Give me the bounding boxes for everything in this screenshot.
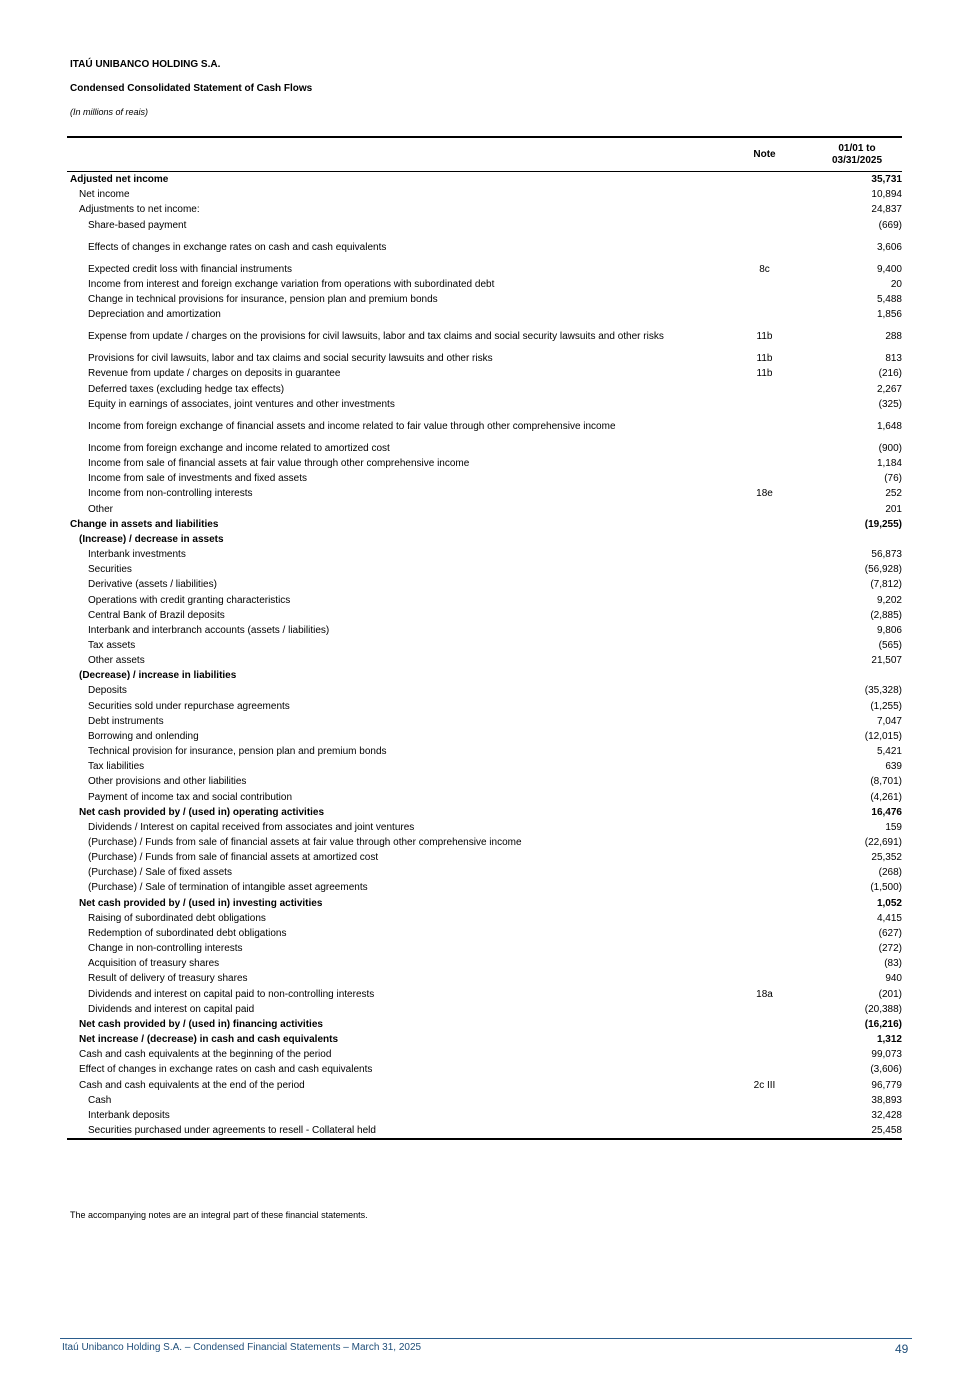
row-note: 18e [756, 488, 773, 500]
row-label: Borrowing and onlending [88, 730, 199, 742]
row-value: 32,428 [871, 1109, 902, 1121]
row-label: Technical provision for insurance, pension plan and premium bonds [88, 746, 387, 758]
row-label: Cash and cash equivalents at the end of the period [79, 1079, 305, 1091]
table-row [67, 172, 902, 188]
row-label: Redemption of subordinated debt obligations [88, 927, 287, 939]
row-note [717, 1002, 812, 1017]
row-note: 8c [759, 263, 770, 275]
footer-text: Itaú Unibanco Holding S.A. – Condensed Financial Statements – March 31, 2025 [62, 1342, 422, 1353]
row-note [717, 502, 812, 517]
table-row [67, 699, 902, 714]
row-value: (4,261) [870, 791, 902, 803]
row-value: 38,893 [871, 1094, 902, 1106]
row-label: Net cash provided by / (used in) operating activities [79, 806, 325, 818]
row-label: Effects of changes in exchange rates on cash and cash equivalents [88, 241, 387, 253]
row-note [717, 956, 812, 971]
row-value: (56,928) [864, 564, 902, 576]
row-value: 5,488 [876, 294, 902, 306]
row-value: (2,885) [870, 609, 902, 621]
row-note [717, 562, 812, 577]
row-value: 10,894 [871, 189, 902, 201]
table-row [67, 486, 902, 501]
row-label: Net income [79, 189, 130, 201]
table-row [67, 774, 902, 789]
table-row [67, 1017, 902, 1032]
row-value: 9,806 [876, 624, 902, 636]
table-row [67, 896, 902, 911]
row-value: 940 [885, 973, 902, 985]
footer-divider [60, 1338, 912, 1339]
table-row [67, 1062, 902, 1077]
row-label: Change in assets and liabilities [70, 518, 219, 530]
table-row [67, 1047, 902, 1062]
row-note [717, 1108, 812, 1123]
unit-note: (In millions of reais) [70, 107, 149, 117]
table-row [67, 759, 902, 774]
row-value: 7,047 [876, 715, 902, 727]
row-label: Acquisition of treasury shares [88, 958, 220, 970]
row-label: Other assets [88, 655, 145, 667]
table-row [67, 987, 902, 1002]
row-value: (3,606) [870, 1064, 902, 1076]
table-row [67, 805, 902, 820]
row-note [717, 789, 812, 804]
row-note [717, 517, 812, 532]
row-note [717, 471, 812, 486]
row-label: Income from foreign exchange of financial assets and income related to fair value through other comprehensive income [88, 420, 616, 432]
table-row [67, 638, 902, 653]
row-value: 252 [885, 488, 902, 500]
table-row [67, 456, 902, 471]
table-row [67, 744, 902, 759]
table-row [67, 397, 902, 412]
row-value: 4,415 [876, 912, 902, 924]
row-value: (216) [878, 368, 902, 380]
row-value: 25,352 [871, 852, 902, 864]
table-row [67, 1002, 902, 1017]
row-value: 24,837 [871, 204, 902, 216]
table-row [67, 820, 902, 835]
cash-flow-table [67, 136, 902, 1140]
table-row [67, 623, 902, 638]
row-note [717, 714, 812, 729]
row-note [717, 412, 812, 441]
period-header-line1: 01/01 to [838, 142, 876, 154]
table-row [67, 307, 902, 322]
row-label: Income from sale of financial assets at fair value through other comprehensive income [88, 458, 470, 470]
table-row [67, 292, 902, 307]
row-note: 18a [756, 988, 773, 1000]
row-note [717, 911, 812, 926]
row-value: 35,731 [871, 174, 902, 186]
table-row [67, 714, 902, 729]
row-value: (83) [884, 958, 902, 970]
row-label: Other provisions and other liabilities [88, 776, 247, 788]
table-row [67, 322, 902, 351]
row-note [717, 805, 812, 820]
table-row [67, 471, 902, 486]
row-note [717, 577, 812, 592]
table-row [67, 608, 902, 623]
row-note: 11b [756, 331, 773, 343]
row-value: (1,500) [870, 882, 902, 894]
row-note [717, 397, 812, 412]
row-note [717, 1093, 812, 1108]
table-row [67, 592, 902, 607]
row-value: (900) [878, 442, 902, 454]
row-value: (35,328) [864, 685, 902, 697]
row-value: 99,073 [871, 1049, 902, 1061]
row-value: 56,873 [871, 549, 902, 561]
row-value: (20,388) [864, 1003, 902, 1015]
row-value: (325) [878, 398, 902, 410]
row-value: 159 [885, 821, 902, 833]
row-note [717, 729, 812, 744]
row-value: 25,458 [871, 1124, 902, 1136]
row-note [717, 202, 812, 217]
row-label: Debt instruments [88, 715, 164, 727]
table-row [67, 971, 902, 986]
page-number: 49 [895, 1342, 909, 1356]
table-row [67, 1108, 902, 1123]
row-value: 9,202 [876, 594, 902, 606]
row-note [717, 759, 812, 774]
row-note [717, 896, 812, 911]
row-label: Provisions for civil lawsuits, labor and tax claims and social security lawsuits and other risks [88, 353, 493, 365]
table-row [67, 502, 902, 517]
table-row [67, 562, 902, 577]
table-row [67, 517, 902, 532]
row-label: Depreciation and amortization [88, 309, 221, 321]
row-label: Raising of subordinated debt obligations [88, 912, 266, 924]
table-row [67, 683, 902, 698]
table-row [67, 187, 902, 202]
row-note [717, 971, 812, 986]
row-label: Dividends and interest on capital paid to non-controlling interests [88, 988, 375, 1000]
row-value: (7,812) [870, 579, 902, 591]
row-value: (201) [878, 988, 902, 1000]
row-note [717, 233, 812, 262]
row-value [812, 532, 902, 547]
row-value: 1,856 [876, 309, 902, 321]
row-value: 1,184 [876, 458, 902, 470]
row-label: Income from non-controlling interests [88, 488, 253, 500]
row-note [717, 835, 812, 850]
row-value: 201 [885, 503, 902, 515]
row-note: 11b [756, 368, 773, 380]
row-label: Net cash provided by / (used in) investing activities [79, 897, 323, 909]
row-value: (16,216) [864, 1018, 902, 1030]
row-label: Tax liabilities [88, 761, 145, 773]
row-note [717, 592, 812, 607]
row-note [717, 382, 812, 397]
row-note [717, 744, 812, 759]
row-note: 11b [756, 353, 773, 365]
statement-title: Condensed Consolidated Statement of Cash Flows [70, 83, 313, 94]
row-label: Adjusted net income [70, 174, 169, 186]
row-label: (Purchase) / Funds from sale of financial assets at amortized cost [88, 852, 379, 864]
row-note [717, 277, 812, 292]
row-label: Share-based payment [88, 219, 187, 231]
row-note [717, 880, 812, 895]
table-row [67, 1093, 902, 1108]
row-label: Cash and cash equivalents at the beginning of the period [79, 1049, 332, 1061]
row-label: (Increase) / decrease in assets [79, 533, 224, 545]
row-label: Other [88, 503, 114, 515]
row-value: 16,476 [871, 806, 902, 818]
table-row [67, 233, 902, 262]
table-row [67, 880, 902, 895]
row-label: Securities purchased under agreements to resell - Collateral held [88, 1124, 376, 1136]
row-value: 5,421 [876, 746, 902, 758]
row-label: Expected credit loss with financial instruments [88, 263, 292, 275]
table-row [67, 956, 902, 971]
row-note [717, 865, 812, 880]
footnote: The accompanying notes are an integral part of these financial statements. [70, 1210, 368, 1220]
row-note [717, 1017, 812, 1032]
row-note [717, 1032, 812, 1047]
row-value: (272) [878, 943, 902, 955]
table-row [67, 941, 902, 956]
row-value: (8,701) [870, 776, 902, 788]
row-note [717, 456, 812, 471]
row-value: (669) [878, 219, 902, 231]
row-note [717, 820, 812, 835]
row-label: Dividends / Interest on capital received from associates and joint ventures [88, 821, 415, 833]
table-row [67, 577, 902, 592]
row-value: (76) [884, 473, 902, 485]
table-row [67, 789, 902, 804]
row-label: Income from sale of investments and fixed assets [88, 473, 307, 485]
row-note [717, 668, 812, 683]
row-label: Result of delivery of treasury shares [88, 973, 248, 985]
row-value: (22,691) [864, 837, 902, 849]
table-row [67, 217, 902, 232]
row-value: 639 [885, 761, 902, 773]
row-value: (565) [878, 639, 902, 651]
row-value: (19,255) [864, 518, 902, 530]
row-label: Net cash provided by / (used in) financing activities [79, 1018, 323, 1030]
table-row [67, 532, 902, 547]
table-row [67, 850, 902, 865]
row-note [717, 1062, 812, 1077]
row-label: Deposits [88, 685, 127, 697]
row-label: Cash [88, 1094, 112, 1106]
row-value: 20 [890, 278, 902, 290]
row-label: Net increase / (decrease) in cash and cash equivalents [79, 1034, 339, 1046]
row-note [717, 307, 812, 322]
row-label: Interbank investments [88, 549, 186, 561]
row-note [717, 187, 812, 202]
row-label: Revenue from update / charges on deposits in guarantee [88, 368, 341, 380]
table-row [67, 926, 902, 941]
row-note [717, 623, 812, 638]
row-label: Derivative (assets / liabilities) [88, 579, 217, 591]
row-value: 3,606 [876, 241, 902, 253]
row-value: 1,648 [876, 420, 902, 432]
company-name: ITAÚ UNIBANCO HOLDING S.A. [70, 59, 221, 70]
table-row [67, 382, 902, 397]
row-note [717, 699, 812, 714]
period-header [812, 137, 902, 172]
table-row [67, 547, 902, 562]
table-row [67, 412, 902, 441]
table-row [67, 262, 902, 277]
row-note [717, 926, 812, 941]
row-label: Deferred taxes (excluding hedge tax effects) [88, 383, 285, 395]
row-label: Dividends and interest on capital paid [88, 1003, 255, 1015]
row-note [717, 638, 812, 653]
row-value: (627) [878, 927, 902, 939]
table-row [67, 202, 902, 217]
row-label: Securities [88, 564, 132, 576]
row-value [812, 668, 902, 683]
table-row [67, 441, 902, 456]
row-value: (1,255) [870, 700, 902, 712]
row-note [717, 547, 812, 562]
row-label: Income from foreign exchange and income related to amortized cost [88, 442, 390, 454]
row-label: Equity in earnings of associates, joint ventures and other investments [88, 398, 395, 410]
row-note [717, 441, 812, 456]
table-row [67, 277, 902, 292]
row-label: Expense from update / charges on the provisions for civil lawsuits, labor and tax claims and social security lawsuits and other risks [88, 331, 664, 343]
row-value: 288 [885, 331, 902, 343]
row-value: 2,267 [876, 383, 902, 395]
row-label: Interbank and interbranch accounts (assets / liabilities) [88, 624, 330, 636]
row-label: Income from interest and foreign exchange variation from operations with subordinated debt [88, 278, 495, 290]
row-value: (12,015) [864, 730, 902, 742]
row-note: 2c III [753, 1079, 776, 1091]
row-label: Central Bank of Brazil deposits [88, 609, 225, 621]
table-row [67, 865, 902, 880]
row-label: Securities sold under repurchase agreements [88, 700, 290, 712]
row-note [717, 850, 812, 865]
row-label: Interbank deposits [88, 1109, 170, 1121]
table-header-row [67, 137, 902, 172]
row-note [717, 292, 812, 307]
row-label: Change in non-controlling interests [88, 943, 243, 955]
row-note [717, 608, 812, 623]
row-note [717, 532, 812, 547]
period-header-line2: 03/31/2025 [831, 154, 883, 166]
table-row [67, 835, 902, 850]
row-note [717, 941, 812, 956]
table-row [67, 1032, 902, 1047]
table-row [67, 668, 902, 683]
row-note [717, 1123, 812, 1139]
row-note [717, 1047, 812, 1062]
row-label: Operations with credit granting characteristics [88, 594, 291, 606]
row-label: Adjustments to net income: [79, 204, 200, 216]
header-description-cell [67, 137, 711, 172]
row-note [717, 217, 812, 232]
row-value: 21,507 [871, 655, 902, 667]
row-value: 96,779 [871, 1079, 902, 1091]
row-note [717, 774, 812, 789]
note-header: Note [717, 137, 812, 172]
table-row [67, 351, 902, 366]
row-label: Effect of changes in exchange rates on cash and cash equivalents [79, 1064, 373, 1076]
table-row [67, 911, 902, 926]
table-row [67, 729, 902, 744]
row-label: (Purchase) / Sale of fixed assets [88, 867, 232, 879]
row-label: Change in technical provisions for insurance, pension plan and premium bonds [88, 294, 438, 306]
table-row [67, 1077, 902, 1092]
table-row [67, 653, 902, 668]
row-note [717, 683, 812, 698]
row-label: (Purchase) / Funds from sale of financial assets at fair value through other comprehensive income [88, 837, 522, 849]
row-value: 1,312 [876, 1034, 902, 1046]
table-row [67, 366, 902, 381]
row-value: 1,052 [876, 897, 902, 909]
row-note [717, 653, 812, 668]
table-row [67, 1123, 902, 1139]
row-label: Payment of income tax and social contribution [88, 791, 292, 803]
row-label: Tax assets [88, 639, 136, 651]
row-label: (Decrease) / increase in liabilities [79, 670, 237, 682]
row-label: (Purchase) / Sale of termination of intangible asset agreements [88, 882, 368, 894]
row-value: (268) [878, 867, 902, 879]
row-value: 9,400 [876, 263, 902, 275]
row-value: 813 [885, 353, 902, 365]
row-note [717, 172, 812, 188]
